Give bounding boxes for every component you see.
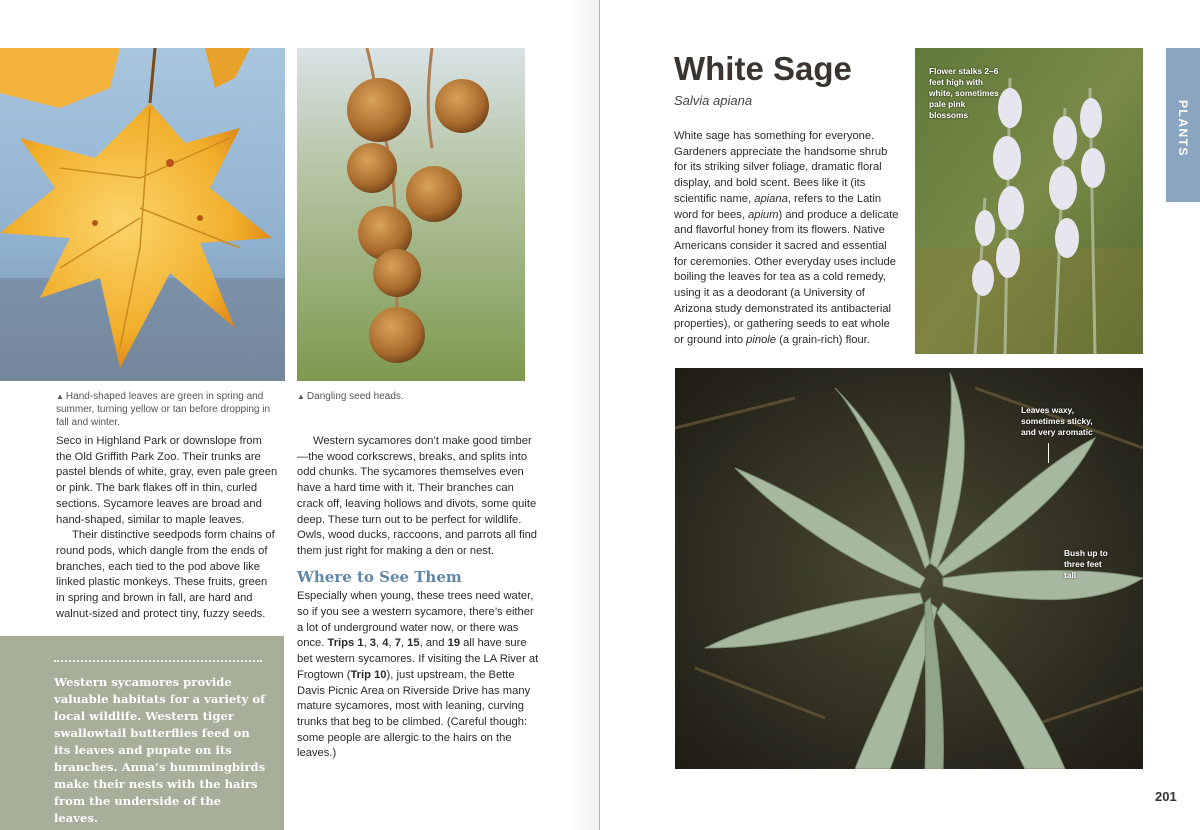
flower-stalks-label: Flower stalks 2–6 feet high with white, sometimes pale pink blossoms <box>929 66 999 120</box>
paragraph: Their distinctive seedpods form chains of round pods, which dangle from the ends of branches, each tied to the pod above like linked plastic monkeys. These fruits, green in spring and brown in fall, are hard and walnut-sized and protect tiny, fuzzy seeds. <box>56 529 275 620</box>
leaves-label-pointer <box>1048 443 1049 463</box>
white-sage-description <box>674 129 902 349</box>
sage-flower-photo <box>915 48 1143 354</box>
sycamore-leaf-photo <box>0 48 285 381</box>
left-column-2 <box>297 434 540 762</box>
leaves-label: Leaves waxy, sometimes sticky, and very aromatic <box>1021 405 1093 437</box>
section-heading: Where to See Them <box>297 567 462 586</box>
bush-label: Bush up to three feet tall <box>1064 548 1108 580</box>
paragraph: Seco in Highland Park or downslope from the Old Griffith Park Zoo. Their trunks are pastel blends of white, gray, even pale green or pink. The bark flakes off in thin, curled sections. Sycamore leaves are broad and hand-shaped, similar to maple leaves. <box>56 435 278 526</box>
left-column-1 <box>56 434 278 622</box>
paragraph: White sage has something for everyone. Gardeners appreciate the handsome shrub for its striking silver foliage, dramatic floral display, and bold scent. Bees like it (its scientific name, apiana, refers to the Latin word for bees, apium) and produce a delicate and flavorful honey from its flowers. Native Americans consider it sacred and essential for ceremonies. Other everyday uses include boiling the leaves for tea as a cold remedy, using it as a deodorant (a University of Arizona study demonstrated its antibacterial properties), or gathering seeds to eat whole or ground into pinole (a grain-rich) flour. <box>674 130 899 347</box>
seed-photo-caption <box>297 390 517 403</box>
gutter-shadow <box>570 0 600 830</box>
leaf-caption-text: Hand-shaped leaves are green in spring and summer, turning yellow or tan before dropping in fall and winter. <box>56 391 271 428</box>
caption-arrow-icon: ▲ <box>297 392 305 401</box>
sage-leaves-photo <box>675 368 1143 769</box>
scientific-name: Salvia apiana <box>674 93 753 108</box>
page-number: 201 <box>1155 789 1177 804</box>
page-title: White Sage <box>674 50 852 87</box>
seed-heads-photo <box>297 48 525 381</box>
dotted-divider <box>54 660 262 662</box>
paragraph: Western sycamores don’t make good timber—the wood corkscrews, breaks, and splits into odd chunks. The sycamores themselves even have a hard time with it. Their branches can crack off, leaving hollows and divots, some quite deep. These turn out to be perfect for wildlife. Owls, wood ducks, raccoons, and parrots all find them just right for making a den or nest. <box>297 435 538 557</box>
section-tab <box>1166 48 1200 202</box>
right-page <box>600 0 1200 830</box>
callout-box <box>0 636 284 830</box>
seed-caption-text: Dangling seed heads. <box>306 391 404 402</box>
paragraph: Especially when young, these trees need water, so if you see a western sycamore, there’s either a lot of underground water now, or there was once. Trips 1, 3, 4, 7, 15, and 19 all have sure bet western sycamores. If visiting the LA River at Frogtown (Trip 10), just upstream, the Bette Davis Picnic Area on Riverside Drive has many mature sycamores, most with leaning, curving trunks that beg to be climbed. (Careful though: some people are allergic to the hairs on the leaves.) <box>297 590 539 760</box>
leaf-photo-caption <box>56 390 276 429</box>
section-tab-label: PLANTS <box>1176 100 1190 157</box>
caption-arrow-icon: ▲ <box>56 392 64 401</box>
callout-text: Western sycamores provide valuable habitats for a variety of local wildlife. Western tiger swallowtail butterflies feed on its leaves and pupate on its branches. Anna’s hummingbirds make their nests with the hairs from the underside of the leaves. <box>54 675 266 825</box>
